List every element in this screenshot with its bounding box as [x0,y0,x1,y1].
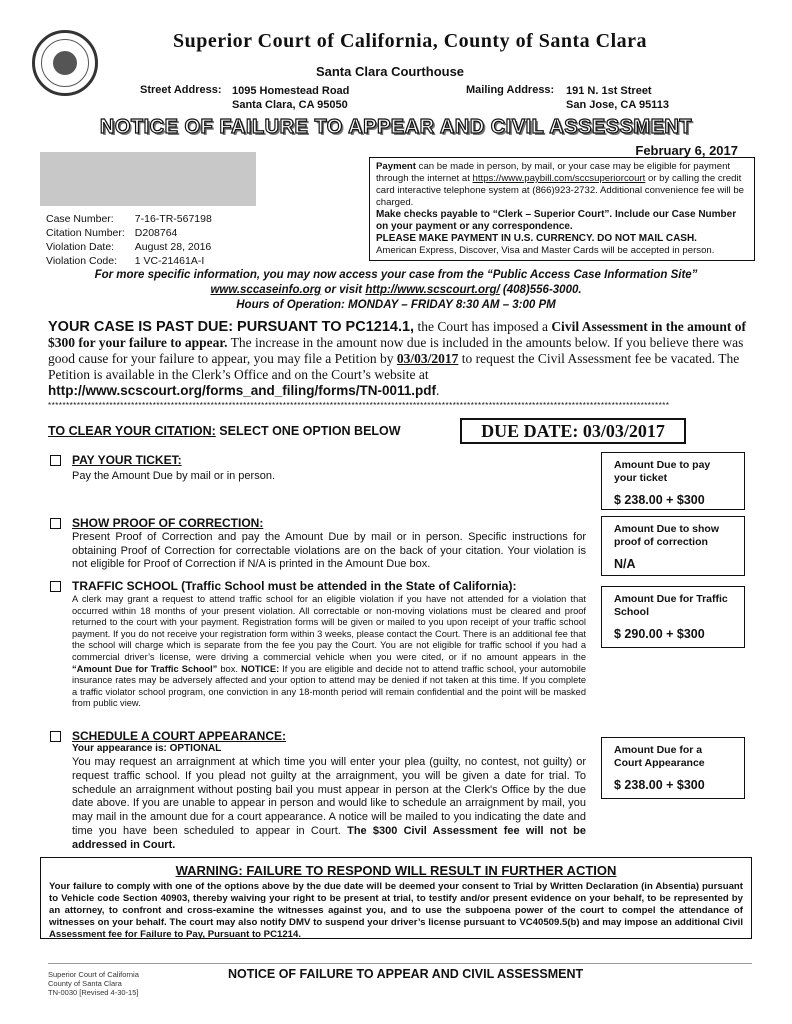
notice-date: February 6, 2017 [635,143,738,158]
clear-citation-label: TO CLEAR YOUR CITATION: [48,424,216,438]
pay-ticket-amount-label: Amount Due to pay your ticket [614,459,711,484]
civil-assessment-amount: Civil Assessment in the amount of $300 for your failure to appear. [48,319,746,350]
scscourt-link[interactable]: http://www.scscourt.org/ [365,284,500,296]
case-info-access [40,268,752,313]
court-appearance-body: You may request an arraignment at which time you will enter your plea (guilty, no contest, not guilty) or request traffic school. If you plead not guilty at the arraignment, you will be given a date for trial. To schedule an arraignment without posting bail you must appear in person at the Clerk's Office by the due date above. If you are unable to appear in person and would like to schedule an arraignment by mail, you may mail in the amount due for a court appearance. A notice will be mailed to you indicating the date and time you have been scheduled to appear in Court. [72,756,586,837]
traffic-school-amount: $ 290.00 + $300 [614,627,705,641]
warning-heading: WARNING: FAILURE TO RESPOND WILL RESULT IN FURTHER ACTION [175,863,617,878]
court-phone: (408)556-3000. [499,284,582,296]
warning-box [40,857,752,939]
pay-ticket-text: Pay the Amount Due by mail or in person. [72,470,275,482]
mailing-line-2: San Jose, CA 95113 [566,99,669,111]
petition-deadline: 03/03/2017 [396,351,459,366]
redacted-address-block [40,152,256,206]
violation-date-row [46,240,222,254]
currency-note: PLEASE MAKE PAYMENT IN U.S. CURRENCY. DO NOT MAIL CASH. [376,233,697,244]
violation-date-value: August 28, 2016 [134,241,212,253]
citation-label: Citation Number: [46,227,125,239]
pay-ticket-amount-box [601,452,745,510]
courthouse-name: Santa Clara Courthouse [315,64,465,79]
notice-title: NOTICE OF FAILURE TO APPEAR AND CIVIL ASSESSMENT [99,116,693,138]
case-number-value: 7-16-TR-567198 [134,213,212,225]
proof-correction-amount: N/A [614,557,636,571]
payment-methods [376,161,748,209]
paybill-link[interactable]: https://www.paybill.com/sccsuperiorcourt [472,173,646,184]
or-visit-text: or visit [321,284,366,296]
proof-correction-text: Present Proof of Correction and pay the Amount Due by mail or in person. Specific instructions for obtaining Proof of Correction for correctable violations are on the back of your citation. Your violation is not eligible for Proof of Correction if N/A is printed in the Amount Due box. [72,531,586,570]
citation-row [46,226,222,240]
pay-ticket-checkbox[interactable] [50,455,61,466]
court-appearance-amount-box [601,737,745,799]
court-seal-icon [32,30,98,96]
hours-of-operation: Hours of Operation: MONDAY – FRIDAY 8:30 AM – 3:00 PM [236,299,556,311]
street-address [232,84,349,112]
court-appearance-subtitle: Your appearance is: OPTIONAL [72,743,222,754]
payment-text-b: or by calling the credit card interactive telephone system at (866)923-2732. Additional convenience fee will be charged. [376,173,744,208]
payment-text-a: can be made in person, by mail, or your case may be eligible for payment through the internet at [376,161,731,184]
footer-line-3: TN-0030 [Revised 4-30-15] [48,988,139,997]
street-address-label: Street Address: [140,84,222,96]
select-option-label: SELECT ONE OPTION BELOW [215,424,401,438]
traffic-school-amount-box [601,586,745,648]
traffic-school-text-1: A clerk may grant a request to attend traffic school for an eligible violation if you have not attended for a violation that occurred within 18 months of your present violation. All correctable or non-moving violations must be cleared and proof returned to the court with your payment. Registration forms will be given or mailed to you upon receipt of your traffic school payment. If you do not receive your registration form within 3 weeks, please contact the Court. There is an additional fee that the school will charge which is separate from the fee you pay the Court. You are not eligible for traffic school if you had a commercial driver’s license, were driving a commercial vehicle when you were cited, or if no amount appears in the [72,594,586,662]
sccaseinfo-link[interactable]: www.sccaseinfo.org [210,284,322,296]
footer-line-2: County of Santa Clara [48,979,122,988]
court-name: Superior Court of California, County of Santa Clara [172,30,648,52]
star-divider: **************************************************************************************************************************************************************************** [48,401,670,410]
civil-fee-not-addressed: The $300 Civil Assessment fee will not be addressed in Court. [72,824,586,851]
past-due-text-3: to request the Civil Assessment fee be vacated. The Petition is available in the Clerk’s Office and on the Court’s website at [48,351,740,382]
street-line-2: Santa Clara, CA 95050 [232,99,348,111]
violation-code-value: 1 VC-21461A-I [134,255,205,267]
footer-form-id [48,970,139,997]
traffic-school-title [72,579,516,593]
traffic-school-text [72,594,586,710]
traffic-school-note: (Traffic School must be attended in the State of California): [177,579,517,593]
court-appearance-title: SCHEDULE A COURT APPEARANCE: [72,729,287,743]
mailing-address-label: Mailing Address: [466,84,555,96]
past-due-text-1: the Court has imposed a [414,319,552,334]
street-line-1: 1095 Homestead Road [232,85,350,97]
mailing-line-1: 191 N. 1st Street [566,85,652,97]
past-due-lead: YOUR CASE IS PAST DUE: PURSUANT TO PC1214.1, [48,319,415,335]
pay-ticket-amount: $ 238.00 + $300 [614,493,705,507]
past-due-text-4: . [436,383,440,398]
case-number-label: Case Number: [46,213,114,225]
case-number-row [46,212,222,226]
court-appearance-text [72,756,586,853]
footer-divider [48,963,752,964]
proof-correction-title: SHOW PROOF OF CORRECTION: [72,516,264,530]
mailing-address [566,84,669,112]
past-due-text-2: The increase in the amount now due is included in the amounts below. If you believe there was good cause for your failure to appear, you may file a Petition by [48,335,744,366]
traffic-school-notice: NOTICE: [240,663,280,674]
traffic-school-checkbox[interactable] [50,581,61,592]
court-appearance-amount-label: Amount Due for a Court Appearance [614,744,705,769]
traffic-school-amount-label: Amount Due for Traffic School [614,593,728,618]
cards-note: American Express, Discover, Visa and Master Cards will be accepted in person. [376,245,715,256]
violation-code-label: Violation Code: [46,255,118,267]
citation-value: D208764 [134,227,178,239]
warning-text: Your failure to comply with one of the options above by the due date will be deemed your consent to Trial by Written Declaration (in Absentia) pursuant to Vehicle code Section 40903, thereby waiving your right to be present at trial, to testify and/or present evidence on your behalf, to be represented by an attorney, to confront and cross-examine the witnesses against you, and to use the subpoena power of the court to compel the attendance of witnesses on your behalf. The court may also notify DMV to suspend your driver’s license pursuant to VC40509.5(b) and may impose an additional Civil Assessment fee for Failure to Pay, Pursuant to PC1214. [49,881,743,940]
past-due-paragraph [48,319,753,399]
payment-info-box [369,157,755,261]
case-info-table [46,212,222,268]
proof-correction-amount-label: Amount Due to show proof of correction [614,523,719,548]
footer-line-1: Superior Court of California [48,970,139,979]
footer-title: NOTICE OF FAILURE TO APPEAR AND CIVIL ASSESSMENT [228,967,584,981]
traffic-school-text-2: box. [217,663,241,674]
payment-bold: Payment [376,161,416,172]
clear-citation-heading [48,424,401,438]
proof-correction-amount-box [601,516,745,576]
checks-payable: Make checks payable to “Clerk – Superior Court”. Include our Case Number on your payment or any correspondence. [376,209,737,232]
violation-date-label: Violation Date: [46,241,115,253]
petition-form-link[interactable]: http://www.scscourt.org/forms_and_filing/forms/TN-0011.pdf [48,383,437,398]
violation-code-row [46,254,222,268]
traffic-school-label: TRAFFIC SCHOOL [72,579,178,593]
court-appearance-amount: $ 238.00 + $300 [614,778,705,792]
pay-ticket-title: PAY YOUR TICKET: [72,453,182,467]
info-line: For more specific information, you may now access your case from the “Public Access Case Information Site” [94,269,698,281]
traffic-school-box-ref: “Amount Due for Traffic School” [72,663,218,674]
court-appearance-checkbox[interactable] [50,731,61,742]
traffic-school-text-3: If you are eligible and decide not to attend traffic school, your automobile insurance rates may be adversely affected and your option to attend may be denied if not taken at this time. If you complete a traffic violator school program, one conviction in any 18-month period will remain confidential and the point will be masked from public view. [72,663,586,709]
proof-correction-checkbox[interactable] [50,518,61,529]
due-date-box: DUE DATE: 03/03/2017 [460,418,686,444]
